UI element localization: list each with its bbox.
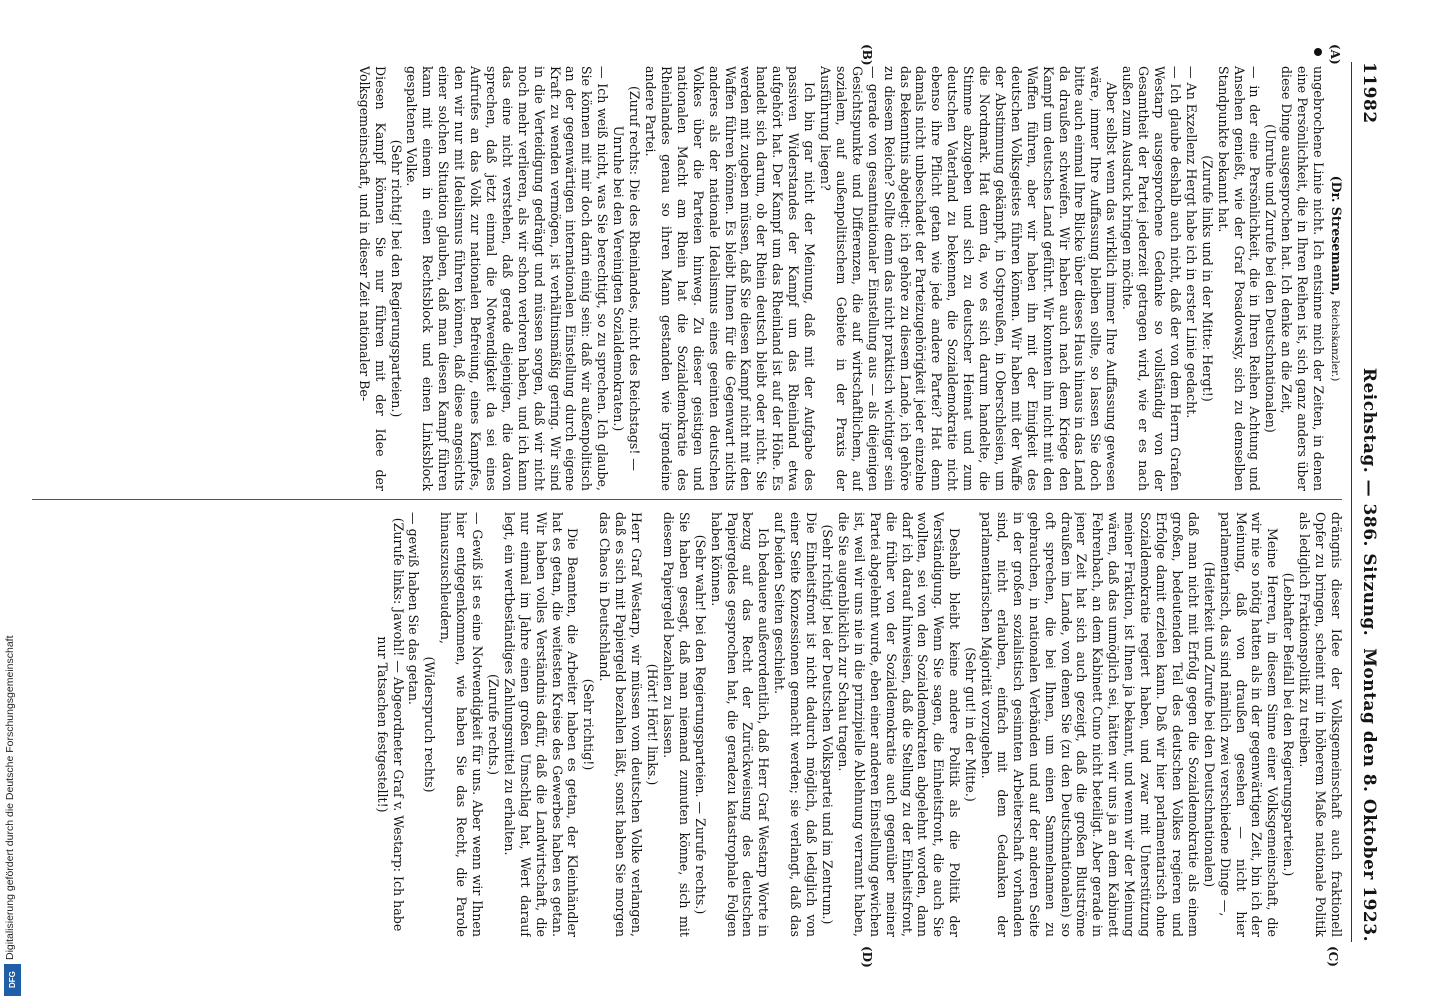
speaker-name: (Dr. Stresemann,: [1329, 175, 1344, 301]
interjection: (Zurufe rechts.): [485, 673, 501, 776]
interjection: (Sehr gut! in der Mitte.): [963, 647, 979, 802]
interjection: (Zurufe links und in der Mitte: Hergt!): [1199, 155, 1215, 402]
paragraph: — in der eine Persönlichkeit, die in Ihren Reihen Achtung und Ansehen genießt, wie der Graf Posadowsky, sich zu demselben Standpunkte bekannt hat.: [1215, 66, 1263, 491]
interjection: (Lebhafter Beifall bei den Regierungsparteien.): [1281, 572, 1297, 877]
text-column-right: [29, 512, 1344, 937]
paragraph: — Gewiß ist es eine Notwendigkeit für uns. Aber wenn wir Ihnen hier entgegenkommen, wie haben Sie das Recht, die Parole hinauszuschleudern,: [438, 512, 486, 937]
interjection: (Zurufe links: Jawohl! — Abgeordneter Graf v. Westarp: Ich habe nur Tatsachen festgestellt!): [374, 517, 406, 932]
digitization-credit-sidebar: [0, 0, 26, 1000]
digitization-credit: Digitalisierung gefördert durch die Deutsche Forschungsgemeinschaft: [4, 635, 16, 960]
paragraph: ungebrochene Linie nicht. Ich entsinne mich der Zeiten, in denen eine Persönlichkeit, die in Ihren Reihen ist, sich ganz anders über diese Dinge ausgesprochen hat. Ich denke an die Zeit,: [1279, 66, 1327, 491]
page-header: [1355, 62, 1379, 942]
paragraph: Herr Graf Westarp, wir müssen vom deutschen Volke verlangen, daß es sich mit Papiergeld bezahlen läßt, sonst haben Sie morgen das Chaos in Deutschland.: [597, 512, 645, 937]
margin-mark-a: (A): [1328, 44, 1342, 65]
interjection: (Hört! Hört! links.): [645, 663, 661, 786]
paragraph: drängnis dieser Idee der Volksgemeinschaft auch fraktionell Opfer zu bringen, scheint mir in höherem Maße nationale Politik als lediglich Fraktionspolitik zu treiben.: [1297, 512, 1344, 937]
paragraph: Die Einheitsfront ist nicht dadurch möglich, daß lediglich von einer Seite Konzessionen gemacht werden; sie verlangt, daß das auf beiden Seiten geschieht.: [772, 512, 820, 937]
interjection: (Unruhe und Zurufe bei den Deutschnationalen): [1263, 124, 1279, 433]
paragraph: Deshalb bleibt keine andere Politik als die Politik der Verständigung. Wenn Sie sagen, die Einheitsfront, die auch Sie wollten, sei von den Sozialdemokraten abgelehnt worden, dann darf ich darauf hinweisen, daß die Stellung zu der Einheitsfront, die früher von der Sozialdemokratie auch gegenüber meiner Partei abgelehnt wurde, eben einer anderen Einstellung gewichen ist, weil wir uns nie in die prinzipielle Ablehnung verrannt haben, die Sie augenblicklich zur Schau tragen.: [835, 512, 963, 937]
speaker-role: Reichskanzler.): [1329, 300, 1341, 382]
speaker-line: [1326, 66, 1344, 491]
paragraph: — Ich glaube deshalb auch nicht, daß der von dem Herrn Grafen Westarp ausgesprochene Gedanke so vollständig von der Gesamtheit der Partei jederzeit getragen wird, wie er es nach außen zum Ausdruck bringen möchte.: [1120, 66, 1183, 491]
paragraph: daß man nicht mit Erfolg gegen die Sozialdemokratie als einem großen, bedeutenden Teil des deutschen Volkes regieren und Erfolge damit erzielen kann. Daß wir hier parlamentarisch ohne Sozialdemokratie regiert haben, und zwar mit Unterstützung meiner Fraktion, ist Ihnen ja bekannt, und wenn wir der Meinung wären, daß das unmöglich sei, hätten wir uns ja an dem Kabinett Fehrenbach, an dem Kabinett Cuno nicht beteiligt. Aber gerade in jener Zeit hat sich auch gezeigt, daß die großen Blutströme draußen im Lande, von denen Sie (zu den Deutschnationalen) so oft sprechen, die bei Ihnen, um einen Sammelnamen zu gebrauchen, in nationalen Verbänden und auf der anderen Seite in der großen sozialistisch gesinnten Arbeiterschaft vorhanden sind, nicht erlauben, einfach mit dem Gedanken der parlamentarischen Majorität vorzugehen.: [979, 512, 1201, 937]
margin-mark-b: (B): [860, 44, 874, 66]
paragraph: Ich bedauere außerordentlich, daß Herr Graf Westarp Worte in bezug auf das Recht der Zurückweisung des deutschen Papiergeldes gesprochen hat, die geradezu katastrophale Folgen haben können.: [708, 512, 772, 937]
margin-mark-c: (C): [1326, 946, 1340, 967]
interjection: (Heiterkeit und Zurufe bei den Deutschnationalen): [1201, 561, 1217, 888]
text-column-left: [29, 66, 1344, 491]
column-divider: [32, 499, 1342, 500]
interjection: (Sehr richtig! bei den Regierungsparteien.): [388, 139, 404, 418]
page-number: 11982: [1359, 62, 1379, 124]
interjection: (Sehr richtig! bei der Deutschen Volkspartei und im Zentrum.): [820, 524, 835, 925]
interjection: (Widerspruch rechts): [422, 656, 438, 793]
paragraph: — gewiß haben Sie das getan.: [406, 512, 422, 705]
header-rule: [1351, 62, 1352, 942]
paragraph: Ich bin gar nicht der Meinung, daß mit der Aufgabe des passiven Widerstandes der Kampf um das Rheinland etwa aufgehört hat. Der Kampf um das Rheinland ist auf der Höhe. Es handelt sich darum, ob der Rhein deutsch bleibt oder nicht. Sie werden mit zugeben müssen, daß Sie diesen Kampf nicht mit den Waffen führen können. Es bleibt Ihnen für die Gegenwart nichts anderes als der nationale Idealismus eines geeinten deutschen Volkes über die Parteien hinweg. Zu dieser geistigen und nationalen Macht am Rhein hat die Sozialdemokratie des Rheinlandes genau so ihren Mann gestanden wie irgendeine andere Partei.: [643, 66, 818, 491]
paragraph: — An Exzellenz Hergt habe ich in erster Linie gedacht.: [1183, 66, 1199, 419]
margin-mark-d: (D): [860, 946, 874, 968]
session-date: Montag den 8. Oktober 1923.: [1359, 648, 1379, 942]
interjection: (Sehr wahr! bei den Regierungsparteien. — Zurufe rechts.): [692, 534, 708, 915]
dfg-logo: DFG: [4, 964, 21, 996]
interjection: (Sehr richtig!): [581, 678, 597, 771]
paragraph: Sie haben gesagt, daß man niemand zumuten könne, sich mit diesem Papiergeld bezahlen zu lassen.: [660, 512, 692, 937]
paragraph: Die Beamten, die Arbeiter haben es getan, der Kleinhändler hat es getan, die weitesten Kreise des Gewerbes haben es getan. Wir haben volles Verständnis dafür, daß die Landwirtschaft, die nur einmal im Jahre einen großen Umschlag hat, Wert darauf legt, ein wertbeständiges Zahlungsmittel zu erhalten.: [501, 512, 581, 937]
paragraph: Aber selbst wenn das wirklich immer Ihre Auffassung gewesen wäre, immer Ihre Auffassung bleiben sollte, so lassen Sie doch bitte auch einmal Ihre Blicke über dieses Haus hinaus in das Land da draußen schweifen. Wir haben auch nach dem Kriege den Kampf um deutsches Land geführt. Wir konnten ihn nicht mit den Waffen führen, aber wir haben ihn mit der Einigkeit des deutschen Volksgeistes führen können. Wir haben mit der Waffe der Abstimmung gekämpft, in Ostpreußen, in Oberschlesien, um die Nordmark. Hat denn da, wo es sich darum handelte, die Stimme abzugeben und sich zu deutscher Heimat und zum deutschen Vaterland zu bekennen, die Sozialdemokratie nicht ebenso ihre Pflicht getan wie jede andere Partei? Hat denn damals nicht unbeschadet der Parteizugehörigkeit jeder einzelne das Bekenntnis abgelegt: ich gehöre zu diesem Lande, ich gehöre zu diesem Reiche? Sollte denn das nicht praktisch wichtiger sein — gerade von gesamtnationaler Einstellung aus — als diejenigen Gesichtspunkte und Differenzen, die auf wirtschaftlichem, auf sozialem, auf außenpolitischem Gebiete in der Praxis der Ausführung liegen?: [818, 66, 1120, 491]
session-title: Reichstag. — 386. Sitzung.: [1359, 367, 1379, 637]
paragraph: Meine Herren, in diesem Sinne einer Volksgemeinschaft, die wir nie so nötig hatten als in der gegenwärtigen Zeit, bin ich der Meinung, daß von draußen gesehen — nicht hier parlamentarisch, das sind nämlich zwei verschiedene Dinge —,: [1217, 512, 1281, 937]
paragraph: Diesen Kampf können Sie nur führen mit der Idee der Volksgemeinschaft, und in dieser Zeit nationaler Be-: [356, 66, 388, 491]
paragraph: — Ich weiß nicht, was Sie berechtigt, so zu sprechen. Ich glaube, Sie können mit mir doch darin einig sein: daß wir außenpolitisch an der gegenwärtigen internationalen Einstellung durch eigene Kraft zu wenden vermögen, ist verhältnismäßig gering. Wir sind in die Verteidigung gedrängt und müssen sorgen, daß wir nicht noch mehr verlieren, als wir schon verloren haben, und ich kann das eine nicht verstehen, daß gerade diejenigen, die davon sprechen, daß jetzt einmal die Notwendigkeit da sei eines Aufrufes an das Volk zur nationalen Befreiung, eines Kampfes, den wir nur mit Idealismus führen können, daß diese angesichts einer solchen Situation glauben, daß man diesen Kampf führen kann mit einem in einen Rechtsblock und einen Linksblock gespaltenen Volke.: [404, 66, 611, 491]
margin-bullet: [1314, 48, 1322, 56]
interjection: (Zuruf rechts: Die des Rheinlandes, nicht des Reichstags! — Unruhe bei den Vereinigten Sozialdemokraten.): [611, 85, 643, 472]
